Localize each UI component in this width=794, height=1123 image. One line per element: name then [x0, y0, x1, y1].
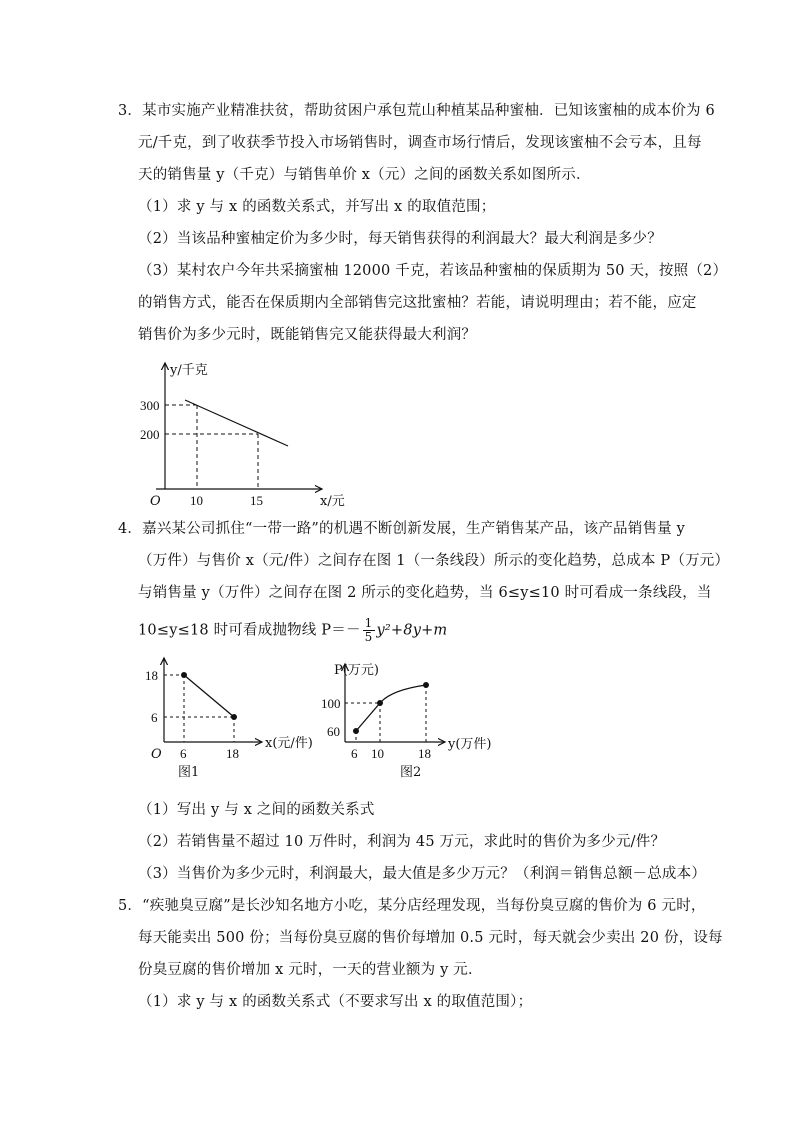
problem3-line-7: 的销售方式，能否在保质期内全部销售完这批蜜柚？若能，请说明理由；若不能，应定	[138, 295, 697, 311]
problem3-question-3: （3）某村农户今年共采摘蜜柚 12000 千克，若该品种蜜柚的保质期为 50 天，按照（2）	[138, 263, 728, 279]
problem4-line-4	[138, 617, 447, 644]
fig2-parabola	[380, 685, 426, 703]
fraction-denominator: 5	[364, 630, 373, 644]
fig2-point-10	[377, 700, 383, 706]
problem3-question-1: （1）求 y 与 x 的函数关系式，并写出 x 的取值范围；	[138, 199, 496, 215]
fraction	[363, 617, 375, 644]
y-axis-label: y/千克	[170, 363, 208, 378]
problem4-figure-1	[140, 652, 325, 782]
fig2-x-tick-10: 10	[371, 746, 384, 761]
fig2-caption: 图2	[400, 765, 422, 780]
problem3-line-8: 销售价为多少元时，既能销售完又能获得最大利润？	[138, 327, 477, 343]
problem4-formula-text: 10≤y≤18 时可看成抛物线 P＝－	[138, 622, 361, 639]
fig1-y-tick-6: 6	[151, 710, 158, 725]
fig2-segment	[356, 703, 380, 731]
fig1-point-end	[231, 714, 237, 720]
fig2-x-tick-18: 18	[418, 746, 431, 761]
y-tick-200: 200	[140, 427, 160, 442]
fig2-point-6	[353, 728, 359, 734]
problem4-line-2: （万件）与售价 x（元/件）之间存在图 1（一条线段）所示的变化趋势，总成本 P（万元）	[138, 553, 730, 569]
problem3-line-3: 天的销售量 y（千克）与销售单价 x（元）之间的函数关系如图所示．	[138, 167, 591, 183]
problem5-line-3: 份臭豆腐的售价增加 x 元时，一天的营业额为 y 元．	[138, 962, 483, 978]
fig1-origin-label: O	[151, 747, 162, 762]
fig1-segment	[184, 675, 234, 717]
problem3-graph	[130, 355, 370, 510]
problem5-line-1: 5．“疾驰臭豆腐”是长沙知名地方小吃，某分店经理发现，当每份臭豆腐的售价为 6 元时，	[118, 898, 706, 914]
fig1-caption: 图1	[178, 765, 200, 780]
fig2-x-axis-label: y(万件)	[448, 737, 492, 752]
function-line	[185, 400, 288, 446]
y-tick-300: 300	[140, 398, 160, 413]
problem4-figure-2	[321, 652, 525, 782]
fig2-y-tick-60: 60	[327, 724, 340, 739]
fig1-point-start	[181, 672, 187, 678]
fig2-x-tick-6: 6	[351, 746, 358, 761]
problem3-question-2: （2）当该品种蜜柚定价为多少时，每天销售获得的利润最大？最大利润是多少？	[138, 231, 662, 247]
fig1-x-tick-6: 6	[180, 746, 187, 761]
fig1-x-axis-label: x(元/件)	[265, 736, 313, 751]
problem3-line-1: 3．某市实施产业精准扶贫，帮助贫困户承包荒山种植某品种蜜柚．已知该蜜柚的成本价为 6	[118, 103, 715, 119]
x-tick-10: 10	[190, 493, 203, 508]
x-axis-label: x/元	[320, 494, 345, 509]
problem5-question-1: （1）求 y 与 x 的函数关系式（不要求写出 x 的取值范围）；	[138, 994, 533, 1010]
problem3-line-2: 元/千克，到了收获季节投入市场销售时，调查市场行情后，发现该蜜柚不会亏本，且每	[138, 135, 702, 151]
problem5-line-2: 每天能卖出 500 份；当每份臭豆腐的售价每增加 0.5 元时，每天就会少卖出 20 份，设每	[138, 930, 723, 946]
problem4-question-2: （2）若销售量不超过 10 万件时，利润为 45 万元，求此时的售价为多少元/件？	[138, 834, 666, 850]
origin-label: O	[150, 494, 161, 509]
fig2-y-tick-100: 100	[321, 696, 341, 711]
x-tick-15: 15	[250, 493, 263, 508]
problem4-question-1: （1）写出 y 与 x 之间的函数关系式	[138, 802, 375, 818]
fig1-x-tick-18: 18	[226, 746, 239, 761]
formula-tail: y²+8y+m	[376, 622, 448, 639]
fig1-y-tick-18: 18	[145, 668, 158, 683]
problem4-line-3: 与销售量 y（万件）之间存在图 2 所示的变化趋势，当 6≤y≤10 时可看成一条线段，当	[138, 585, 712, 601]
problem4-question-3: （3）当售价为多少元时，利润最大，最大值是多少万元？（利润＝销售总额－总成本）	[138, 866, 707, 882]
fraction-numerator: 1	[364, 616, 373, 630]
problem4-line-1: 4．嘉兴某公司抓住“一带一路”的机遇不断创新发展，生产销售某产品，该产品销售量 y	[118, 521, 686, 537]
fig2-point-18	[423, 682, 429, 688]
fig2-y-axis-label: P(万元)	[334, 663, 379, 678]
